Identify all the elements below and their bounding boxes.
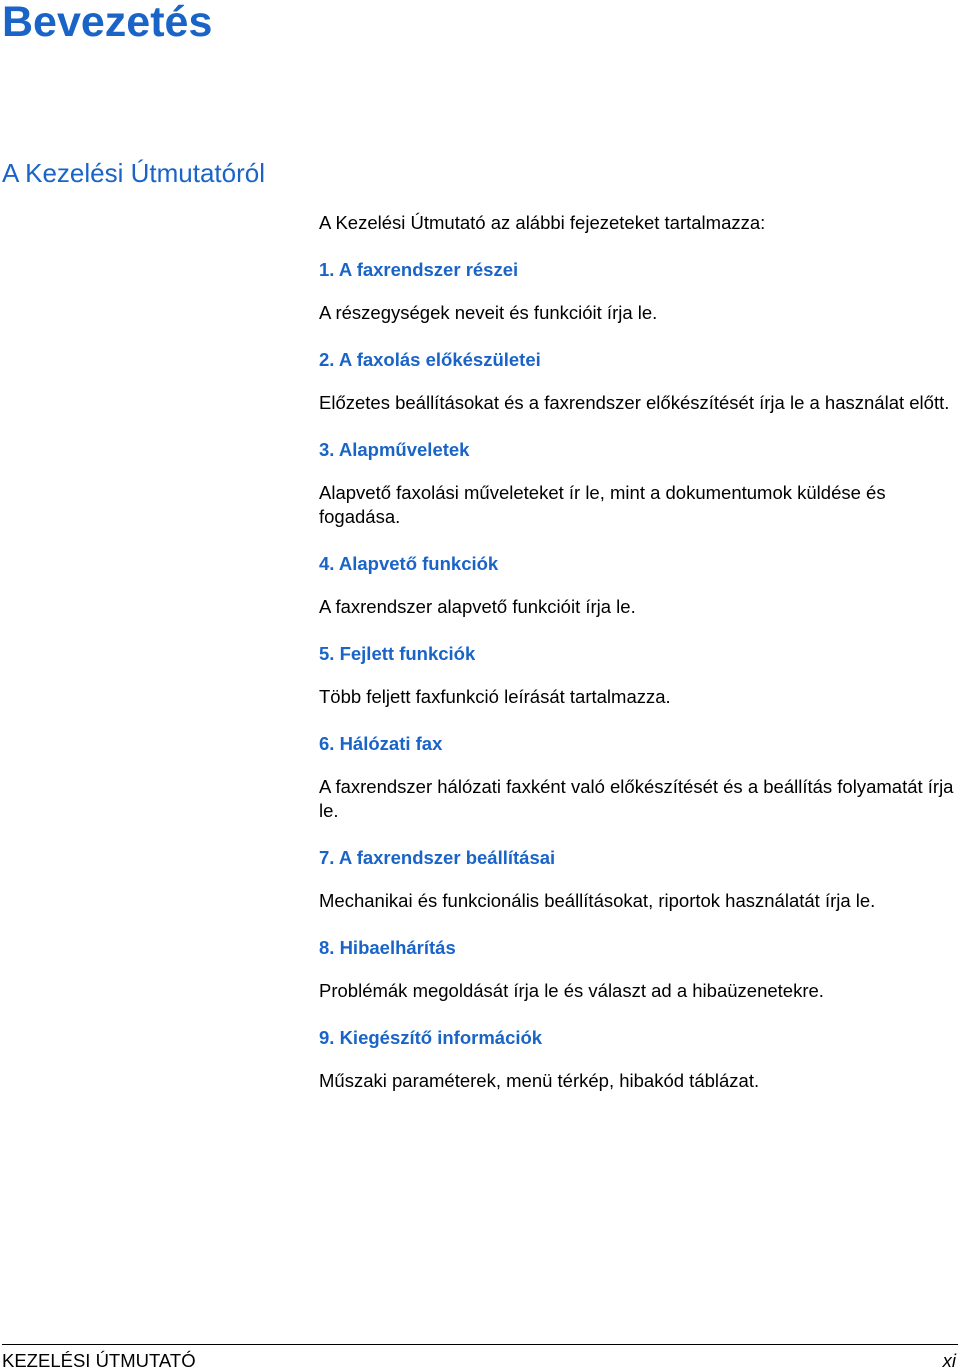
chapter-heading: 8. Hibaelhárítás <box>319 937 456 958</box>
chapter-heading: 5. Fejlett funkciók <box>319 643 476 664</box>
chapter-description: Több feljett faxfunkció leírását tartalmazza. <box>319 686 671 707</box>
chapter-heading: 2. A faxolás előkészületei <box>319 349 541 370</box>
footer-page-number: xi <box>942 1350 956 1371</box>
chapter-list <box>319 211 955 1116</box>
chapter-description: Mechanikai és funkcionális beállításokat, riportok használatát írja le. <box>319 890 876 911</box>
chapter-heading: 4. Alapvető funkciók <box>319 553 499 574</box>
chapter-heading: 9. Kiegészítő információk <box>319 1027 543 1048</box>
chapter-item <box>319 552 955 619</box>
chapter-heading: 6. Hálózati fax <box>319 733 443 754</box>
chapter-item <box>319 348 955 415</box>
chapter-item <box>319 438 955 529</box>
footer-manual-title: KEZELÉSI ÚTMUTATÓ <box>2 1350 196 1371</box>
chapter-description: A faxrendszer hálózati faxként való előkészítését és a beállítás folyamatát írja le. <box>319 776 954 821</box>
chapter-item <box>319 1026 955 1093</box>
chapter-description: Alapvető faxolási műveleteket ír le, mint a dokumentumok küldése és fogadása. <box>319 482 886 527</box>
intro-text: A Kezelési Útmutató az alábbi fejezeteket tartalmazza: <box>319 212 766 233</box>
footer-divider <box>2 1344 958 1345</box>
chapter-item <box>319 732 955 823</box>
chapter-item <box>319 936 955 1003</box>
page-title: Bevezetés <box>2 0 213 46</box>
chapter-item <box>319 846 955 913</box>
chapter-description: A faxrendszer alapvető funkcióit írja le. <box>319 596 636 617</box>
chapter-heading: 1. A faxrendszer részei <box>319 259 519 280</box>
chapter-heading: 7. A faxrendszer beállításai <box>319 847 556 868</box>
chapter-description: Előzetes beállításokat és a faxrendszer előkészítését írja le a használat előtt. <box>319 392 950 413</box>
section-title: A Kezelési Útmutatóról <box>2 158 266 188</box>
chapter-item <box>319 258 955 325</box>
chapter-description: Műszaki paraméterek, menü térkép, hibakód táblázat. <box>319 1070 760 1091</box>
chapter-description: A részegységek neveit és funkcióit írja le. <box>319 302 658 323</box>
chapter-heading: 3. Alapműveletek <box>319 439 470 460</box>
chapter-description: Problémák megoldását írja le és választ ad a hibaüzenetekre. <box>319 980 824 1001</box>
chapter-item <box>319 642 955 709</box>
